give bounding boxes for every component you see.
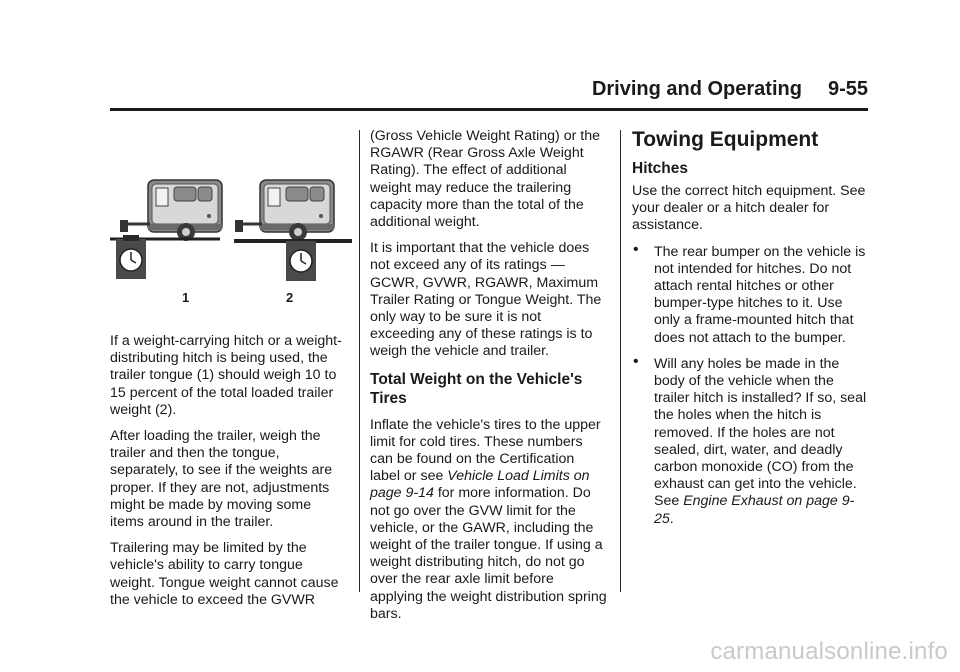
trailer-2: [234, 180, 352, 281]
paragraph: (Gross Vehicle Weight Rating) or the RGAWR (Rear Gross Axle Weight Rating). The effect of additional weight may reduce the trailering capacity more than the total of the additional weight.: [370, 128, 600, 231]
watermark: carmanualsonline.info: [710, 638, 948, 665]
bullet-icon: •: [633, 240, 639, 258]
header-rule: [110, 108, 868, 111]
page-header: [592, 78, 868, 101]
column-divider-1: [359, 130, 360, 592]
paragraph: Use the correct hitch equipment. See your dealer or a hitch dealer for assistance.: [632, 183, 866, 234]
paragraph: It is important that the vehicle does not exceed any of its ratings — GCWR, GVWR, RGAWR, Maximum Trailer Rating or Tongue Weight. The only way to be sure it is not exceeding any of these ratings is to weigh the vehicle and trailer.: [370, 240, 602, 360]
column-3: [632, 183, 870, 537]
paragraph: Trailering may be limited by the vehicle's ability to carry tongue weight. Tongue weight cannot cause the vehicle to exceed the GVWR: [110, 540, 339, 608]
subheading-hitches: Hitches: [632, 160, 688, 177]
paragraph: After loading the trailer, weigh the trailer and then the tongue, separately, to see if the weights are proper. If they are not, adjustments might be made by moving some items around in the trailer.: [110, 428, 333, 531]
column-1: [110, 333, 348, 618]
illustration-label-1: 1: [182, 290, 190, 305]
section-heading-total-weight: Total Weight on the Vehicle's Tires: [370, 370, 583, 407]
list-item: • The rear bumper on the vehicle is not intended for hitches. Do not attach rental hitches or other bumper-type hitches to it. Use only a frame-mounted hitch that does not attach to the bumper.: [633, 240, 866, 346]
cross-reference-link[interactable]: Engine Exhaust on page 9-25: [654, 493, 855, 527]
bullet-list: [632, 240, 870, 528]
column-2: [370, 128, 608, 632]
section-heading-towing-equipment: Towing Equipment: [632, 128, 819, 151]
column-divider-2: [620, 130, 621, 592]
trailer-1: [110, 180, 222, 279]
illustration-label-2: 2: [286, 290, 294, 305]
page-number: 9-55: [827, 78, 868, 100]
bullet-icon: •: [633, 352, 639, 370]
trailer-tongue-weight-illustration: [110, 172, 354, 307]
cross-reference-link[interactable]: Vehicle Load Limits on page 9-14: [370, 468, 590, 502]
paragraph: If a weight-carrying hitch or a weight-distributing hitch is being used, the trailer tongue (1) should weigh 10 to 15 percent of the total loaded trailer weight (2).: [110, 333, 342, 418]
list-item: • Will any holes be made in the body of the vehicle when the trailer hitch is installed? If so, seal the holes when the hitch is removed. If the holes are not sealed, dirt, water, and deadly carbon monoxide (CO) from the exhaust can get into the vehicle. See Engine Exhaust on page 9-25.: [633, 352, 867, 527]
section-title: Driving and Operating: [591, 78, 802, 100]
paragraph: Inflate the vehicle's tires to the upper limit for cold tires. These numbers can be found on the Certification label or see Vehicle Load Limits on page 9-14 for more information. Do not go over the GVW limit for the vehicle, or the GAWR, including the weight of the trailer tongue. If using a weight distributing hitch, do not go over the rear axle limit before applying the weight distribution spring bars.: [370, 416, 607, 622]
